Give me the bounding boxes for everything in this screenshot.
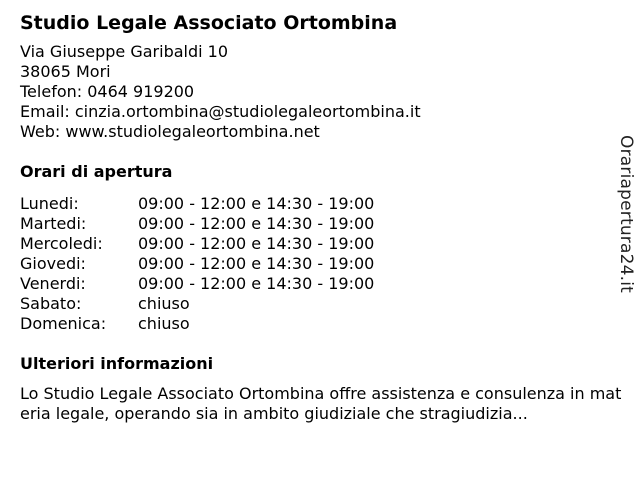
- hours-row-thursday: [20, 254, 610, 274]
- hours-time: chiuso: [138, 314, 190, 333]
- hours-time: 09:00 - 12:00 e 14:30 - 19:00: [138, 254, 375, 273]
- hours-row-monday: [20, 194, 610, 214]
- phone-number: Telefon: 0464 919200: [20, 82, 195, 101]
- hours-row-wednesday: [20, 234, 610, 254]
- hours-day: Domenica:: [20, 314, 107, 333]
- business-card: [20, 10, 622, 424]
- hours-row-saturday: [20, 294, 610, 314]
- hours-day: Giovedi:: [20, 254, 86, 273]
- hours-time: 09:00 - 12:00 e 14:30 - 19:00: [138, 214, 375, 233]
- address-block: [20, 42, 610, 142]
- hours-day: Venerdi:: [20, 274, 86, 293]
- hours-row-sunday: [20, 314, 610, 334]
- hours-row-tuesday: [20, 214, 610, 234]
- street-address: Via Giuseppe Garibaldi 10: [20, 42, 229, 61]
- hours-day: Lunedi:: [20, 194, 79, 213]
- website-address: Web: www.studiolegaleortombina.net: [20, 122, 320, 141]
- city-address: 38065 Mori: [20, 62, 111, 81]
- opening-hours-table: [20, 194, 610, 334]
- opening-hours-heading: Orari di apertura: [20, 162, 173, 181]
- email-address: Email: cinzia.ortombina@studiolegaleortombina.it: [20, 102, 421, 121]
- hours-row-friday: [20, 274, 610, 294]
- hours-time: chiuso: [138, 294, 190, 313]
- further-info-text: Lo Studio Legale Associato Ortombina offre assistenza e consulenza in materia legale, operando sia in ambito giudiziale che stragiudizia...: [20, 384, 622, 423]
- business-title: Studio Legale Associato Ortombina: [20, 12, 398, 34]
- hours-day: Martedi:: [20, 214, 87, 233]
- hours-day: Sabato:: [20, 294, 82, 313]
- further-info-heading: Ulteriori informazioni: [20, 354, 214, 373]
- hours-time: 09:00 - 12:00 e 14:30 - 19:00: [138, 194, 375, 213]
- hours-time: 09:00 - 12:00 e 14:30 - 19:00: [138, 234, 375, 253]
- site-watermark: Orariapertura24.it: [616, 135, 636, 294]
- hours-time: 09:00 - 12:00 e 14:30 - 19:00: [138, 274, 375, 293]
- hours-day: Mercoledi:: [20, 234, 103, 253]
